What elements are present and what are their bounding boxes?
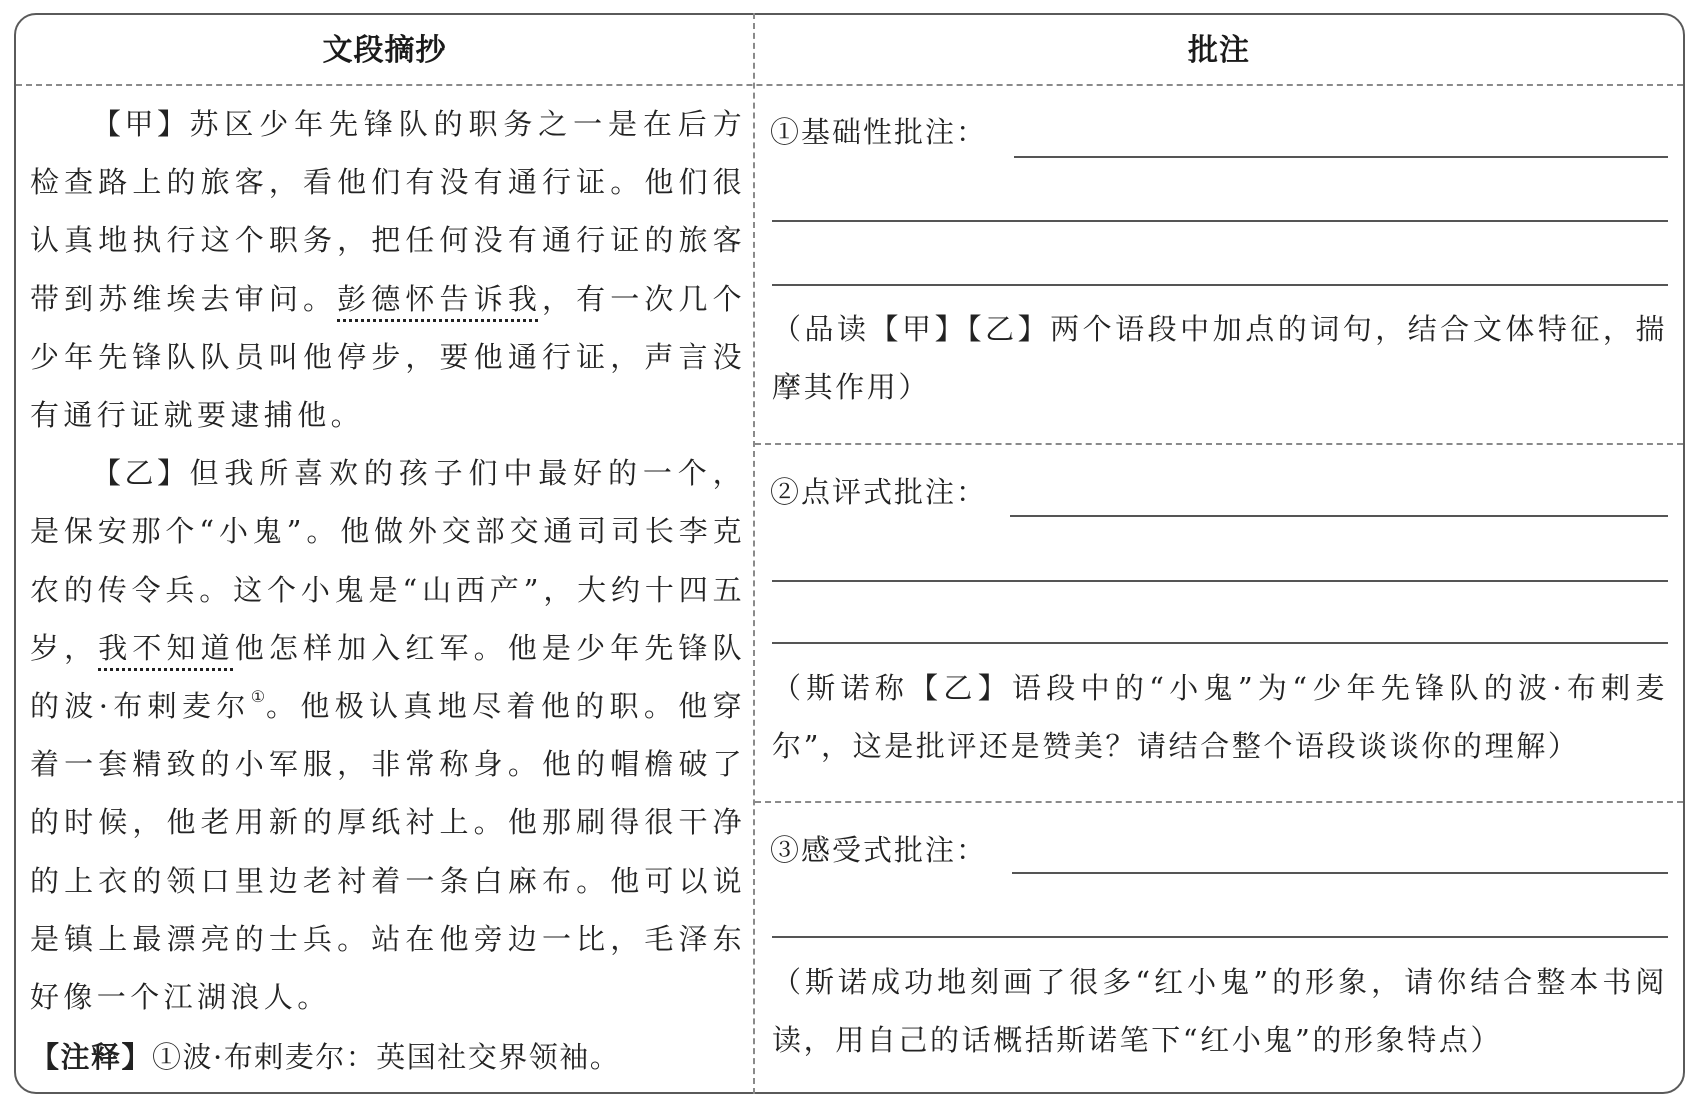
footnote-label: 【注释】 <box>30 1040 153 1075</box>
footnote-marker: ① <box>250 687 266 707</box>
answer-line[interactable] <box>772 580 1668 582</box>
annotation-label-basic: ①基础性批注： <box>770 115 988 149</box>
annotation-row-divider <box>755 443 1683 445</box>
excerpt-text <box>30 95 746 1086</box>
header-divider <box>16 84 1683 86</box>
annotation-label-comment: ②点评式批注： <box>770 475 988 509</box>
paragraph-jia <box>30 95 746 444</box>
annotation-hint-feeling: （斯诺成功地刻画了很多“红小鬼”的形象，请你结合整本书阅读，用自己的话概括斯诺笔下“红小鬼”的形象特点） <box>772 965 1667 1057</box>
answer-line[interactable] <box>772 642 1668 644</box>
annotation-label-feeling: ③感受式批注： <box>770 833 988 867</box>
emphasized-phrase: 我不知道 <box>98 630 235 665</box>
paragraph-tag-jia: 【甲】 <box>92 107 190 141</box>
paragraph-yi-text-end: 。他极认真地尽着他的职。他穿着一套精致的小军服，非常称身。他的帽檐破了的时候，他老用新的厚纸衬上。他那刷得很干净的上衣的领口里边老衬着一条白麻布。他可以说是镇上最漂亮的士兵。站在他旁边一比，毛泽东好像一个江湖浪人。 <box>30 689 746 1015</box>
annotation-hint-comment: （斯诺称【乙】语段中的“小鬼”为“少年先锋队的波·布剌麦尔”，这是批评还是赞美？请结合整个语段谈谈你的理解） <box>772 671 1667 763</box>
annotation-column-header: 批注 <box>1188 33 1250 68</box>
annotation-row-divider <box>755 801 1683 803</box>
paragraph-tag-yi: 【乙】 <box>92 456 190 491</box>
answer-line[interactable] <box>772 220 1668 222</box>
emphasized-phrase: 彭德怀告诉我 <box>337 281 542 316</box>
answer-line[interactable] <box>772 936 1668 938</box>
answer-line[interactable] <box>772 284 1668 286</box>
footnote <box>30 1028 746 1086</box>
paragraph-yi-text-middle: 他怎样加入红军。他是少年先锋队的波·布剌麦尔 <box>30 630 746 724</box>
footnote-text: ①波·布剌麦尔：英国社交界领袖。 <box>152 1040 621 1075</box>
paragraph-yi <box>30 444 746 1026</box>
answer-line[interactable] <box>1010 515 1668 517</box>
paragraph-jia-text: 苏区少年先锋队的职务之一是在后方检查路上的旅客，看他们有没有通行证。他们很认真地执行这个职务，把任何没有通行证的旅客带到苏维埃去审问。 <box>30 107 746 316</box>
paragraph-jia-text-end: ，有一次几个少年先锋队队员叫他停步，要他通行证，声言没有通行证就要逮捕他。 <box>30 281 746 433</box>
answer-line[interactable] <box>1012 872 1668 874</box>
answer-line[interactable] <box>1014 156 1668 158</box>
paragraph-yi-text: 但我所喜欢的孩子们中最好的一个，是保安那个“小鬼”。他做外交部交通司司长李克农的传令兵。这个小鬼是“山西产”，大约十四五岁， <box>30 456 746 665</box>
column-divider <box>753 13 755 1094</box>
annotation-hint-basic: （品读【甲】【乙】两个语段中加点的词句，结合文体特征，揣摩其作用） <box>772 312 1667 404</box>
excerpt-column-header: 文段摘抄 <box>322 33 447 68</box>
